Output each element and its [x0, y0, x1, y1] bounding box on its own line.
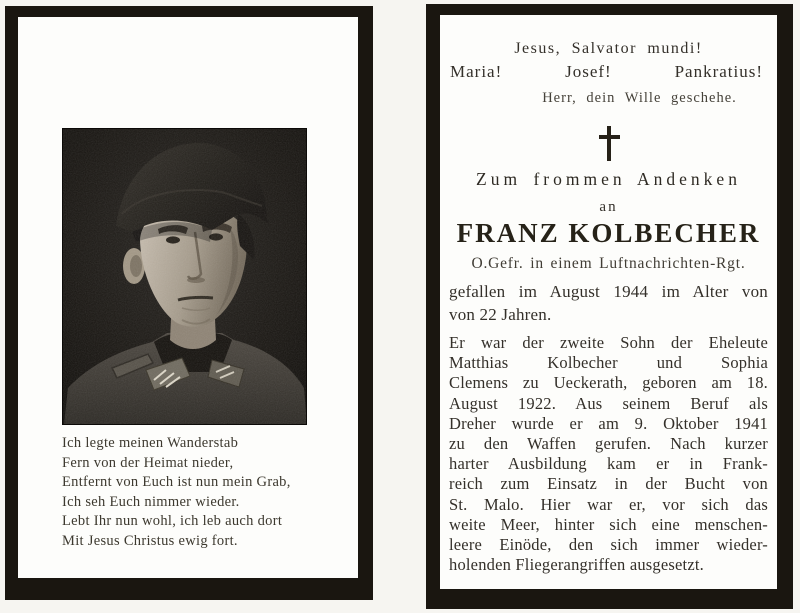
text-line: leere Einöde, den sich immer wieder- — [449, 535, 768, 555]
memorial-poem — [62, 434, 332, 552]
biography-paragraph — [440, 333, 777, 575]
text-line: Clemens zu Ueckerath, geboren am 18. — [449, 373, 768, 393]
memorial-heading: Zum frommen Andenken — [476, 169, 741, 189]
cross-icon — [440, 126, 777, 164]
rank-regiment-line: O.Gefr. in einem Luftnachrichten-Rgt. — [471, 255, 746, 272]
card-left-content — [18, 17, 358, 578]
text-line: Mit Jesus Christus ewig fort. — [62, 532, 238, 549]
invocation-herr-line: Herr, dein Wille geschehe. — [542, 90, 737, 106]
text-line: gefallen im August 1944 im Alter von — [449, 282, 768, 301]
invocation-josef: Josef! — [565, 62, 612, 81]
text-line: Ich legte meinen Wanderstab — [62, 435, 239, 451]
text-line: holenden Fliegerangriffen ausgesetzt. — [449, 555, 704, 575]
card-left-panel — [5, 6, 373, 600]
text-line: Ich seh Euch nimmer wieder. — [62, 493, 240, 510]
text-line: reich zum Einsatz in der Bucht von — [449, 474, 768, 494]
card-right-panel — [426, 4, 793, 609]
text-line: Matthias Kolbecher und Sophia — [449, 353, 768, 373]
text-line: harter Ausbildung kam er in Frank- — [449, 454, 768, 474]
text-line: weite Meer, hinter sich eine menschen- — [449, 514, 768, 534]
fallen-paragraph — [440, 281, 777, 326]
text-line: Fern von der Heimat nieder, — [62, 454, 234, 471]
soldier-portrait-photo — [62, 128, 307, 425]
text-line: Dreher wurde er am 9. Oktober 1941 — [449, 413, 768, 433]
portrait-illustration — [62, 128, 307, 425]
invocation-pankratius: Pankratius! — [674, 62, 763, 81]
text-line: von 22 Jahren. — [449, 304, 552, 324]
cross-horizontal-bar — [599, 135, 620, 139]
text-line: zu den Waffen gerufen. Nach kurzer — [449, 434, 768, 454]
text-line: Er war der zweite Sohn der Eheleute — [449, 333, 768, 352]
invocation-jesus-line: Jesus, Salvator mundi! — [514, 40, 703, 57]
text-line: Entfernt von Euch ist nun mein Grab, — [62, 474, 291, 491]
card-right-content — [440, 15, 777, 589]
deceased-name: FRANZ KOLBECHER — [456, 218, 761, 248]
text-line: St. Malo. Hier war er, vor sich das — [449, 494, 768, 514]
memorial-an: an — [599, 199, 618, 215]
cross-vertical-bar — [607, 126, 611, 161]
invocation-saints-row — [440, 62, 777, 82]
text-line: August 1922. Aus seinem Beruf als — [449, 393, 768, 413]
text-line: Lebt Ihr nun wohl, ich leb auch dort — [62, 513, 283, 530]
invocation-maria: Maria! — [450, 62, 503, 81]
